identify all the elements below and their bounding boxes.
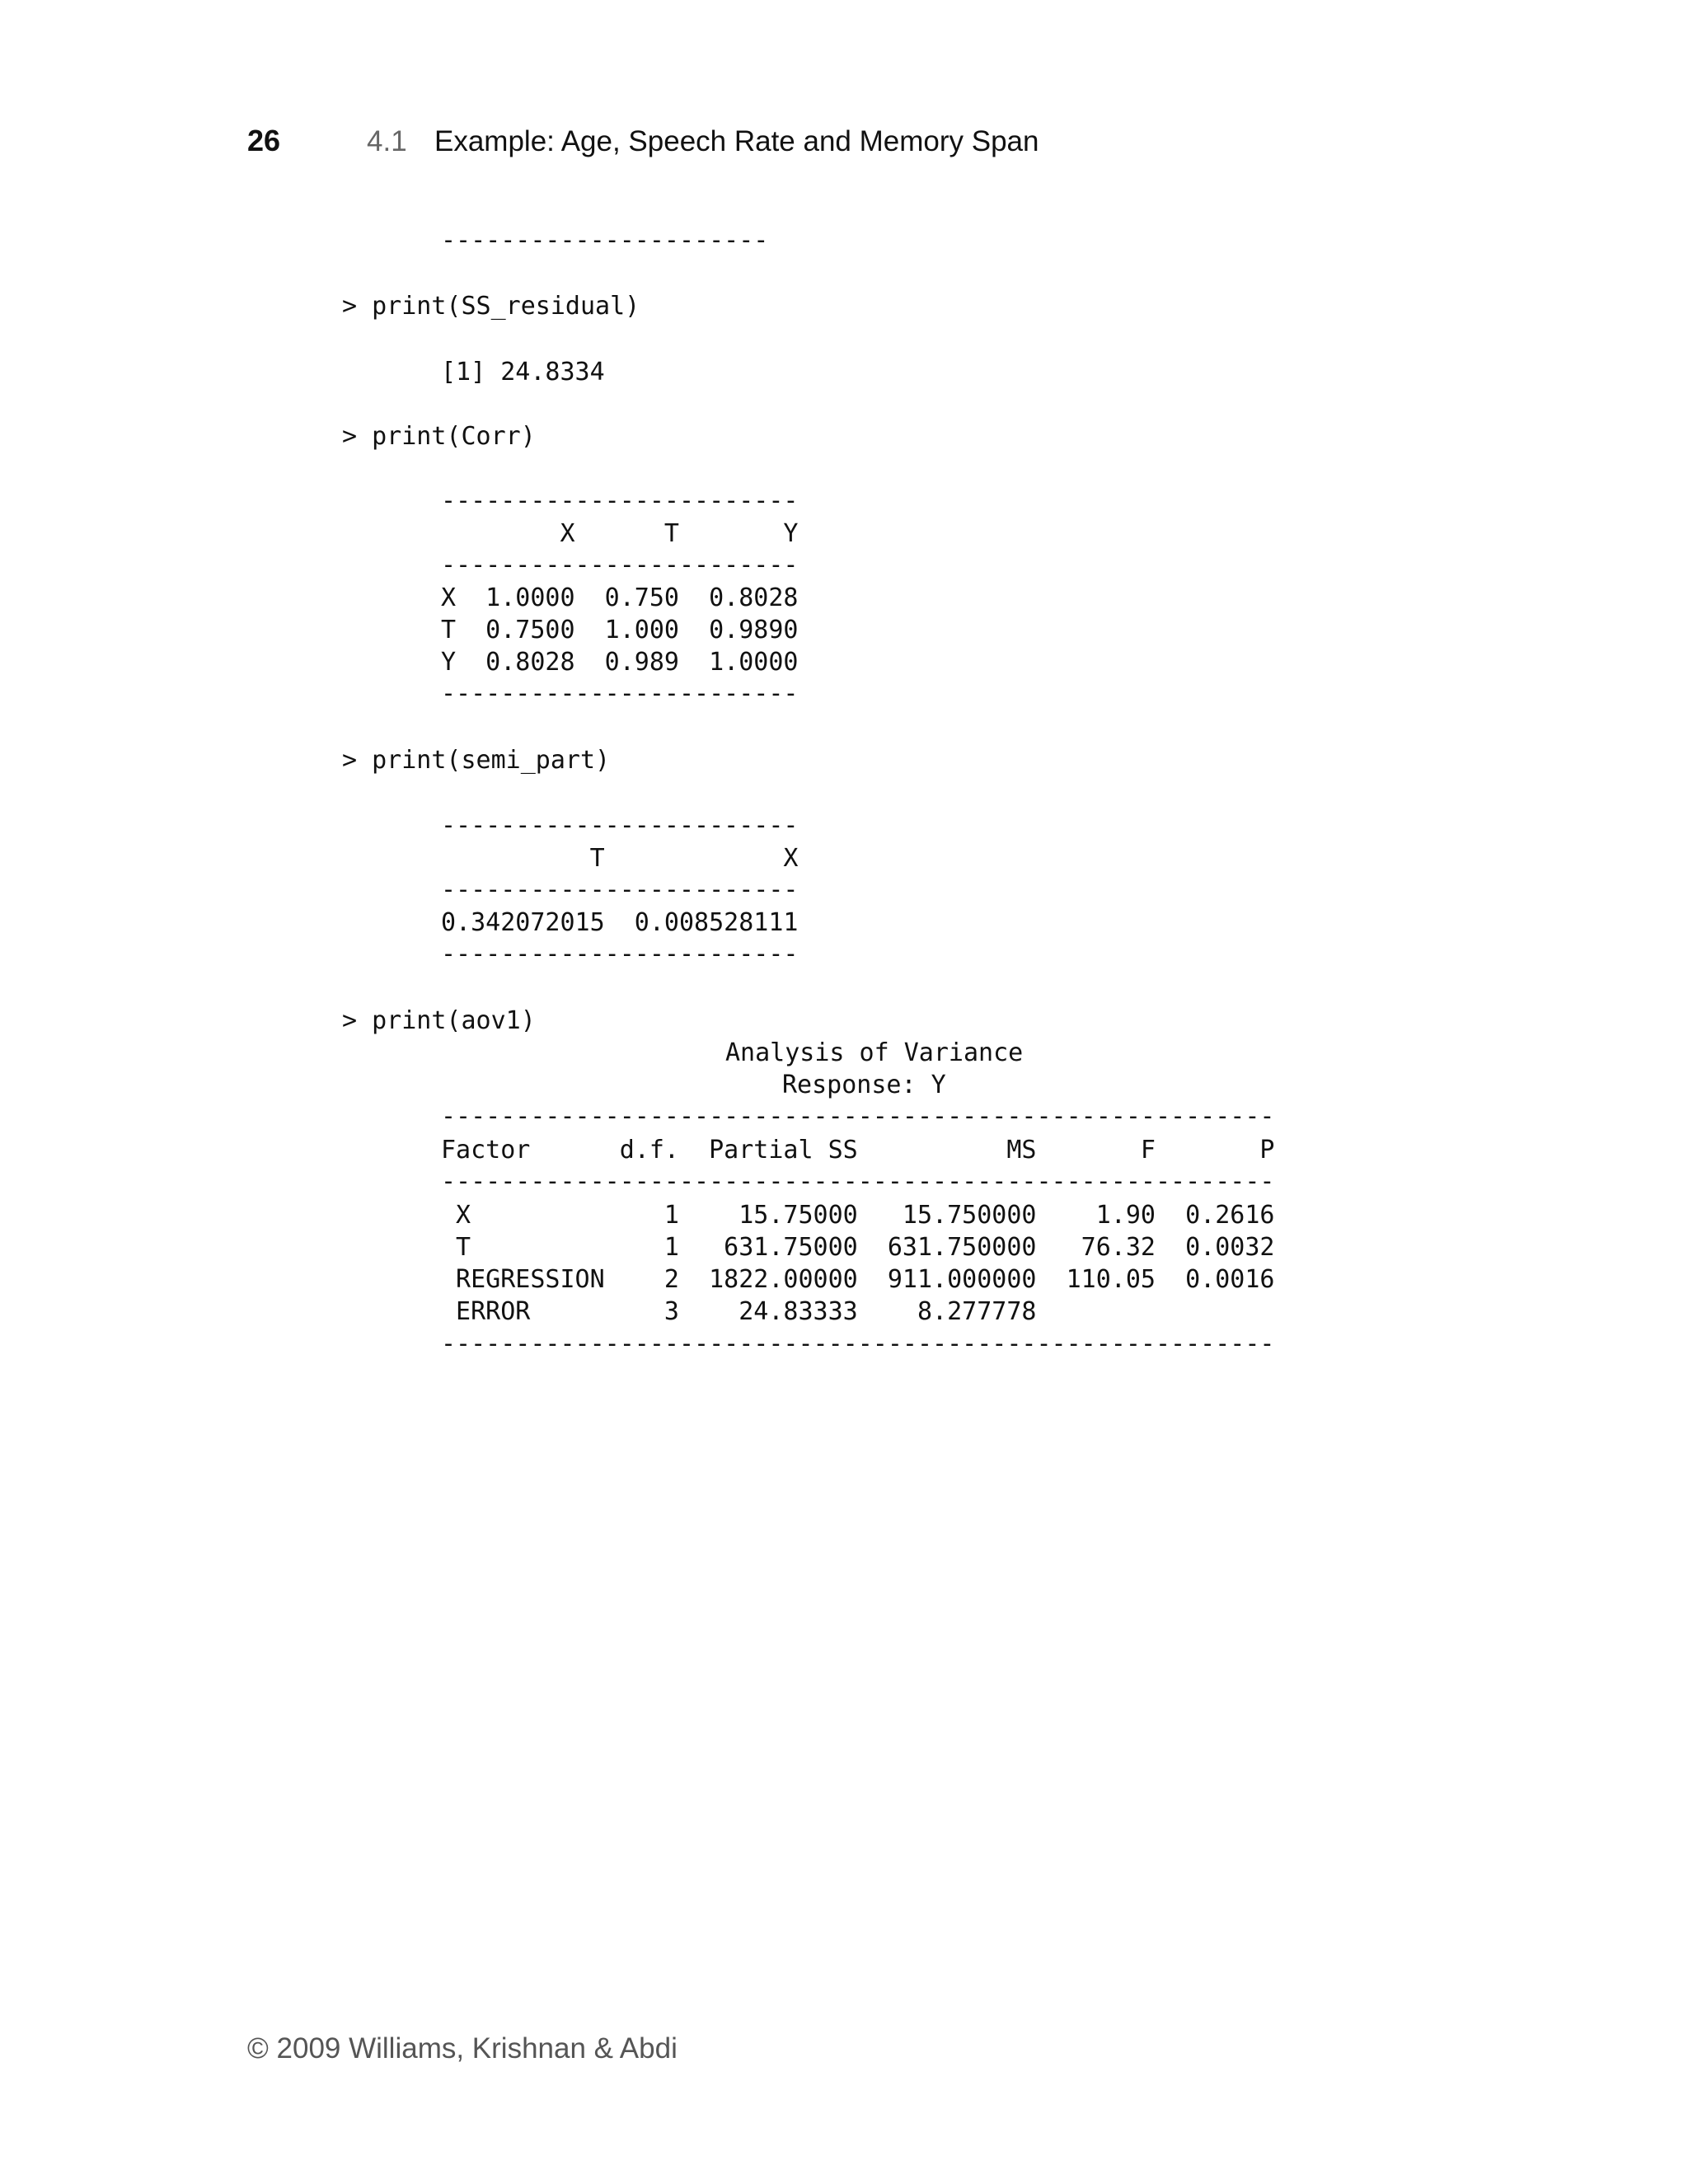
corr-rule-mid: ------------------------ — [441, 551, 799, 579]
corr-row-x: X 1.0000 0.750 0.8028 — [441, 583, 799, 612]
aov-header: Factor d.f. Partial SS MS F P — [441, 1136, 1275, 1165]
aov-rule-mid: -------------------------------------------------------- — [441, 1167, 1275, 1196]
command-ss-residual: > print(SS_residual) — [342, 292, 640, 321]
aov-row-error: ERROR 3 24.83333 8.277778 — [441, 1297, 1037, 1326]
section-title: Example: Age, Speech Rate and Memory Span — [434, 125, 1039, 157]
aov-row-x: X 1 15.75000 15.750000 1.90 0.2616 — [441, 1201, 1275, 1230]
ss-residual-output: [1] 24.8334 — [441, 358, 605, 387]
command-aov1: > print(aov1) — [342, 1006, 536, 1035]
corr-row-y: Y 0.8028 0.989 1.0000 — [441, 648, 799, 677]
corr-rule-top: ------------------------ — [441, 486, 799, 515]
aov-title: Analysis of Variance — [725, 1038, 1024, 1067]
semi-header: T X — [441, 844, 799, 873]
aov-rule-top: -------------------------------------------------------- — [441, 1102, 1275, 1131]
semi-rule-top: ------------------------ — [441, 811, 799, 840]
top-rule: ---------------------- — [441, 226, 769, 255]
corr-row-t: T 0.7500 1.000 0.9890 — [441, 616, 799, 644]
aov-subtitle: Response: Y — [782, 1071, 946, 1099]
semi-rule-bottom: ------------------------ — [441, 940, 799, 968]
copyright-footer: © 2009 Williams, Krishnan & Abdi — [247, 2032, 678, 2064]
aov-row-t: T 1 631.75000 631.750000 76.32 0.0032 — [441, 1233, 1275, 1262]
command-corr: > print(Corr) — [342, 422, 536, 451]
command-semi-part: > print(semi_part) — [342, 746, 611, 775]
semi-row: 0.342072015 0.008528111 — [441, 908, 799, 937]
aov-rule-bottom: -------------------------------------------------------- — [441, 1329, 1275, 1358]
corr-header: X T Y — [441, 519, 799, 548]
section-number: 4.1 — [367, 125, 407, 157]
semi-rule-mid: ------------------------ — [441, 875, 799, 904]
aov-row-regression: REGRESSION 2 1822.00000 911.000000 110.05 0.0016 — [441, 1265, 1275, 1294]
page-number: 26 — [247, 124, 281, 157]
corr-rule-bottom: ------------------------ — [441, 679, 799, 708]
